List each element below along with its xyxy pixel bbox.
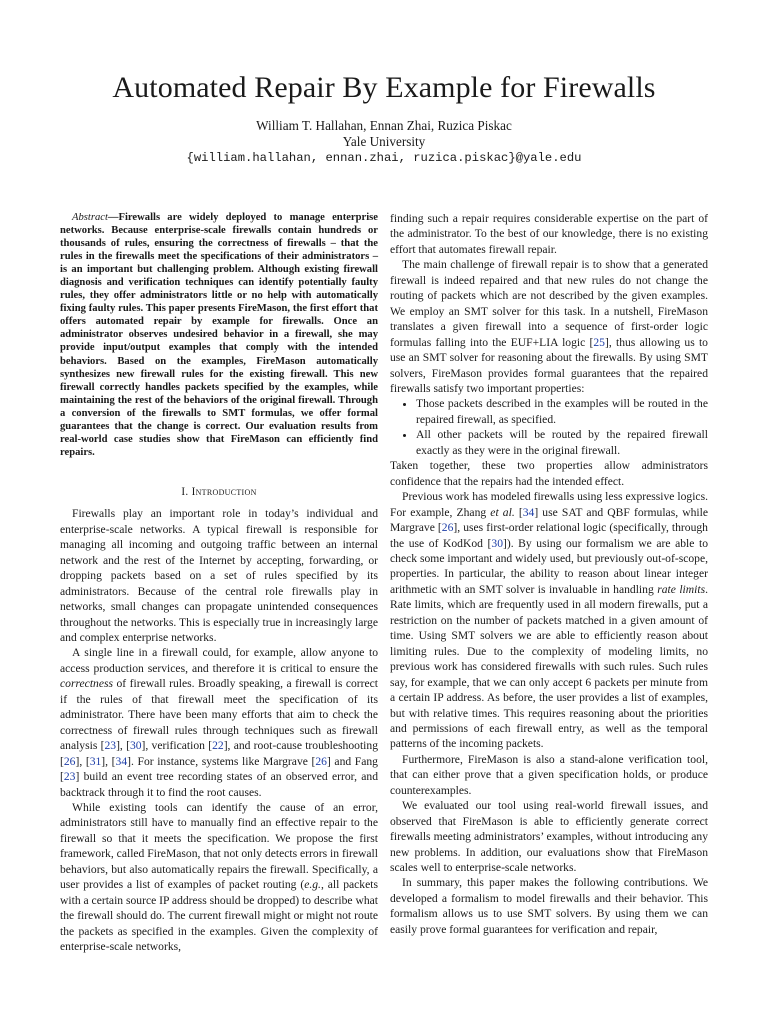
section-number: I. [181,485,192,498]
citation-link[interactable]: 34 [115,754,128,768]
right-paragraph-6: We evaluated our tool using real-world firewall issues, and observed that FireMason is able to efficiently generate correct firewalls meeting administrators’ examples, without introducing any new problems. In addition, our evaluations show that FireMason scales well to enterprise-scale networks. [390,799,708,875]
author-emails: {william.hallahan, ennan.zhai, ruzica.piskac}@yale.edu [186,151,582,165]
abstract-label: Abstract [72,212,108,223]
citation-link[interactable]: 26 [441,521,454,535]
property-item: • Those packets described in the examples will be routed in the repaired firewall, as specified. [416,396,708,427]
emphasis: correctness [60,677,114,691]
property-item: • All other packets will be routed by the repaired firewall exactly as they were in the original firewall. [416,427,708,458]
citation-link[interactable]: 23 [104,739,117,753]
right-column [390,211,708,937]
citation-link[interactable]: 26 [63,754,76,768]
left-column [60,211,378,954]
property-list [390,396,708,458]
citation-link[interactable]: 31 [89,754,102,768]
right-paragraph-3: Taken together, these two properties allow administrators confidence that the repairs had the intended effect. [390,459,708,488]
citation-link[interactable]: 30 [491,536,503,550]
abstract [60,211,378,459]
emphasis: et al. [490,505,515,519]
author-list: William T. Hallahan, Ennan Zhai, Ruzica Piskac [256,118,512,133]
citation-link[interactable]: 22 [212,739,224,753]
citation-link[interactable]: 25 [593,335,605,349]
citation-link[interactable]: 30 [129,739,142,753]
right-paragraph-1: finding such a repair requires considerable expertise on the part of the administrator. To the best of our knowledge, there is no existing effort that automates firewall repair. [390,212,708,256]
right-paragraph-4: Previous work has modeled firewalls using less expressive logics. For example, Zhang et al. [34] use SAT and QBF formulas, while Margrave [26], uses first-order relational logic (specifically, through the use of KodKod [30]). By using our formalism we are able to check some important and widely used, but previously out-of-scope, properties. In particular, the ability to reason about linear integer arithmetic with an SMT solver is invaluable in handling rate limits. Rate limits, which are frequently used in all modern firewalls, put a restriction on the number of packets matched in a given amount of time. Using SMT solvers we are able to efficiently reason about limiting rules. Due to the complexity of modeling limits, no previous work has considered firewalls with such rules. Such rules say, for example, that we can only accept 6 packets per minute from a certain IP address. As before, the user provides a list of examples, but with relative times. This requires reasoning about the priorities and permissions of each firewall entry, as well as the temporal patterns of the incoming packets. [390,490,709,751]
paper-title: Automated Repair By Example for Firewalls [112,71,656,104]
intro-paragraph-2: A single line in a firewall could, for example, allow anyone to access production services, and therefore it is critical to ensure the correctness of firewall rules. Broadly speaking, a firewall is correct if the rules of that firewall meet the specification of its administrator. There have been many efforts that aim to check the correctness of firewall rules through techniques such as firewall analysis [23], [30], verification [22], and root-cause troubleshooting [26], [31], [34]. For instance, systems like Margrave [26] and Fang [23] build an event tree recording states of an observed error, and backtrack through it to find the root causes. [60,646,378,799]
right-paragraph-5: Furthermore, FireMason is also a stand-alone verification tool, that can either prove that a given specification holds, or produce counterexamples. [390,752,708,797]
citation-link[interactable]: 34 [522,505,535,519]
citation-link[interactable]: 23 [63,770,76,784]
right-paragraph-2: The main challenge of firewall repair is to show that a generated firewall is indeed repaired and that new rules do not change the routing of packets which are not described by the given examples. We employ an SMT solver for this task. In a nutshell, FireMason translates a given firewall into a sequence of first-order logic formulas falling into the EUF+LIA logic [25], thus allowing us to use an SMT solver for reasoning about the firewalls. By using SMT solvers, FireMason provides formal guarantees that the repaired firewalls satisfy two important properties: [390,258,708,395]
citation-link[interactable]: 26 [315,754,327,768]
intro-paragraph-3: While existing tools can identify the cause of an error, administrators still have to manually find an effective repair to the firewall so that it meets the specification. We propose the first framework, called FireMason, that not only detects errors in firewall behaviors, but also automatically repairs the firewall. Specifically, a user provides a list of examples of packet routing (e.g., all packets with a certain source IP address should be dropped) to describe what the firewall should do. The current firewall might or might not route the packets as specified in the examples. Given the complexity of enterprise-scale networks, [60,800,378,954]
section-heading-introduction [60,485,378,500]
intro-paragraph-1: Firewalls play an important role in today’s individual and enterprise-scale networks. A typical firewall is responsible for managing all incoming and outgoing traffic between an internal network and the rest of the Internet by accepting, forwarding, or dropping packets based on a set of rules specified by its administrators. Because of the central role firewalls play in networks, small changes can propagate unintended consequences throughout the networks. This is especially true in increasingly large and complex enterprise networks. [60,507,378,644]
abstract-text: —Firewalls are widely deployed to manage enterprise networks. Because enterprise-scale firewalls contain hundreds or thousands of rules, ensuring the correctness of firewalls – that the rules in the firewalls meet the specifications of their administrators – is an important but challenging problem. Although existing firewall diagnosis and verification techniques can identify potentially faulty rules, they offer administrators little or no help with automatically fixing faulty rules. This paper presents FireMason, the first effort that offers automated repair by example for firewalls. Once an administrator observes undesired behavior in a firewall, she may provide input/output examples that comply with the intended behaviors. Based on the examples, FireMason automatically synthesizes new firewall rules for the existing firewall. This new firewall correctly handles packets specified by the examples, while maintaining the rest of the behaviors of the original firewall. Through a conversion of the firewalls to SMT formulas, we offer formal guarantees that the change is correct. Our evaluation results from real-world case studies show that FireMason can efficiently find repairs. [60,212,378,458]
right-paragraph-7: In summary, this paper makes the following contributions. We developed a formalism to model firewalls and their behavior. This formalism allows us to use SMT solvers. By using them we can easily prove formal guarantees for verification and repair, [390,876,708,936]
affiliation: Yale University [342,134,426,149]
emphasis: e.g. [304,878,321,892]
section-title: Introduction [191,485,257,498]
emphasis: rate limits [657,582,706,596]
